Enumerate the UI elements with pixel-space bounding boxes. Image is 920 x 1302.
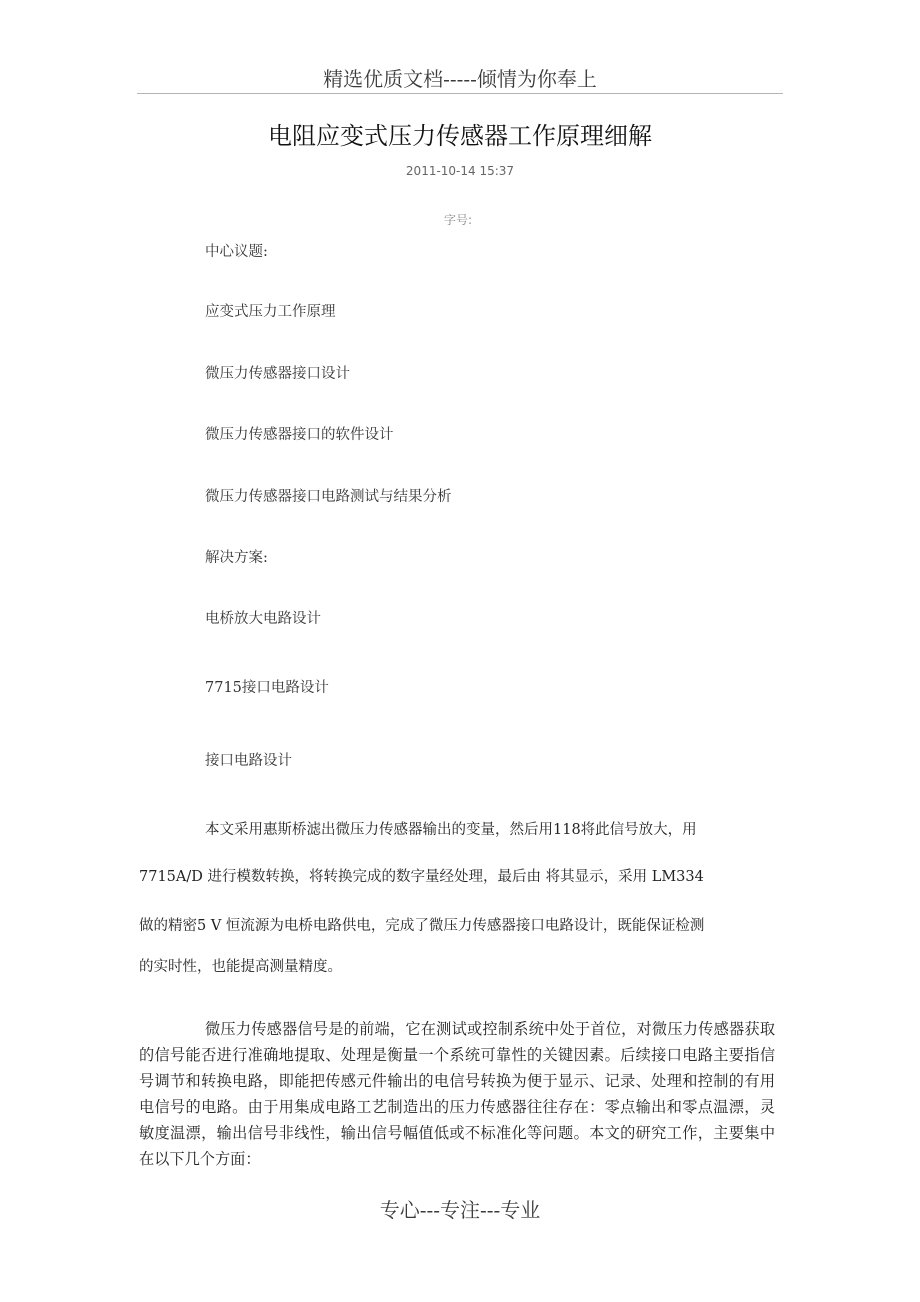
outline-item: 微压力传感器接口设计 <box>205 366 350 382</box>
paragraph-1-line: 本文采用惠斯桥滤出微压力传感器输出的变量，然后用118将此信号放大，用 <box>205 822 697 838</box>
paragraph-2: 微压力传感器信号是的前端，它在测试或控制系统中处于首位，对微压力传感器获取的信号能否进行准确地提取、处理是衡量一个系统可靠性的关键因素。后续接口电路主要指信号调节和转换电路，即能把传感元件输出的电信号转换为便于显示、记录、处理和控制的有用电信号的电路。由于用集成电路工艺制造出的压力传感器往往存在：零点输出和零点温漂，灵敏度温漂，输出信号非线性，输出信号幅值低或不标准化等问题。本文的研究工作，主要集中在以下几个方面： <box>139 1020 775 1168</box>
paragraph-1-line: 做的精密5 V 恒流源为电桥电路供电，完成了微压力传感器接口电路设计，既能保证检测 <box>139 918 705 934</box>
page-header-banner: 精选优质文档-----倾情为你奉上 <box>323 67 597 91</box>
article-datetime: 2011-10-14 15:37 <box>405 164 515 178</box>
outline-heading-central-topics: 中心议题: <box>205 244 268 260</box>
header-divider <box>137 93 783 94</box>
font-size-label: 字号: <box>443 213 473 227</box>
article-title: 电阻应变式压力传感器工作原理细解 <box>268 122 652 150</box>
outline-item: 7715接口电路设计 <box>205 680 329 696</box>
outline-item: 微压力传感器接口的软件设计 <box>205 427 394 443</box>
paragraph-1-line: 7715A/D 进行模数转换，将转换完成的数字量经处理，最后由 将其显示，采用 LM334 <box>139 869 704 885</box>
outline-item: 电桥放大电路设计 <box>205 611 321 627</box>
page-footer-banner: 专心---专注---专业 <box>379 1198 541 1222</box>
outline-heading-solutions: 解决方案: <box>205 550 268 566</box>
paragraph-1-line: 的实时性，也能提高测量精度。 <box>139 959 342 975</box>
outline-item: 接口电路设计 <box>205 753 292 769</box>
outline-item: 微压力传感器接口电路测试与结果分析 <box>205 489 452 505</box>
outline-item: 应变式压力工作原理 <box>205 304 336 320</box>
